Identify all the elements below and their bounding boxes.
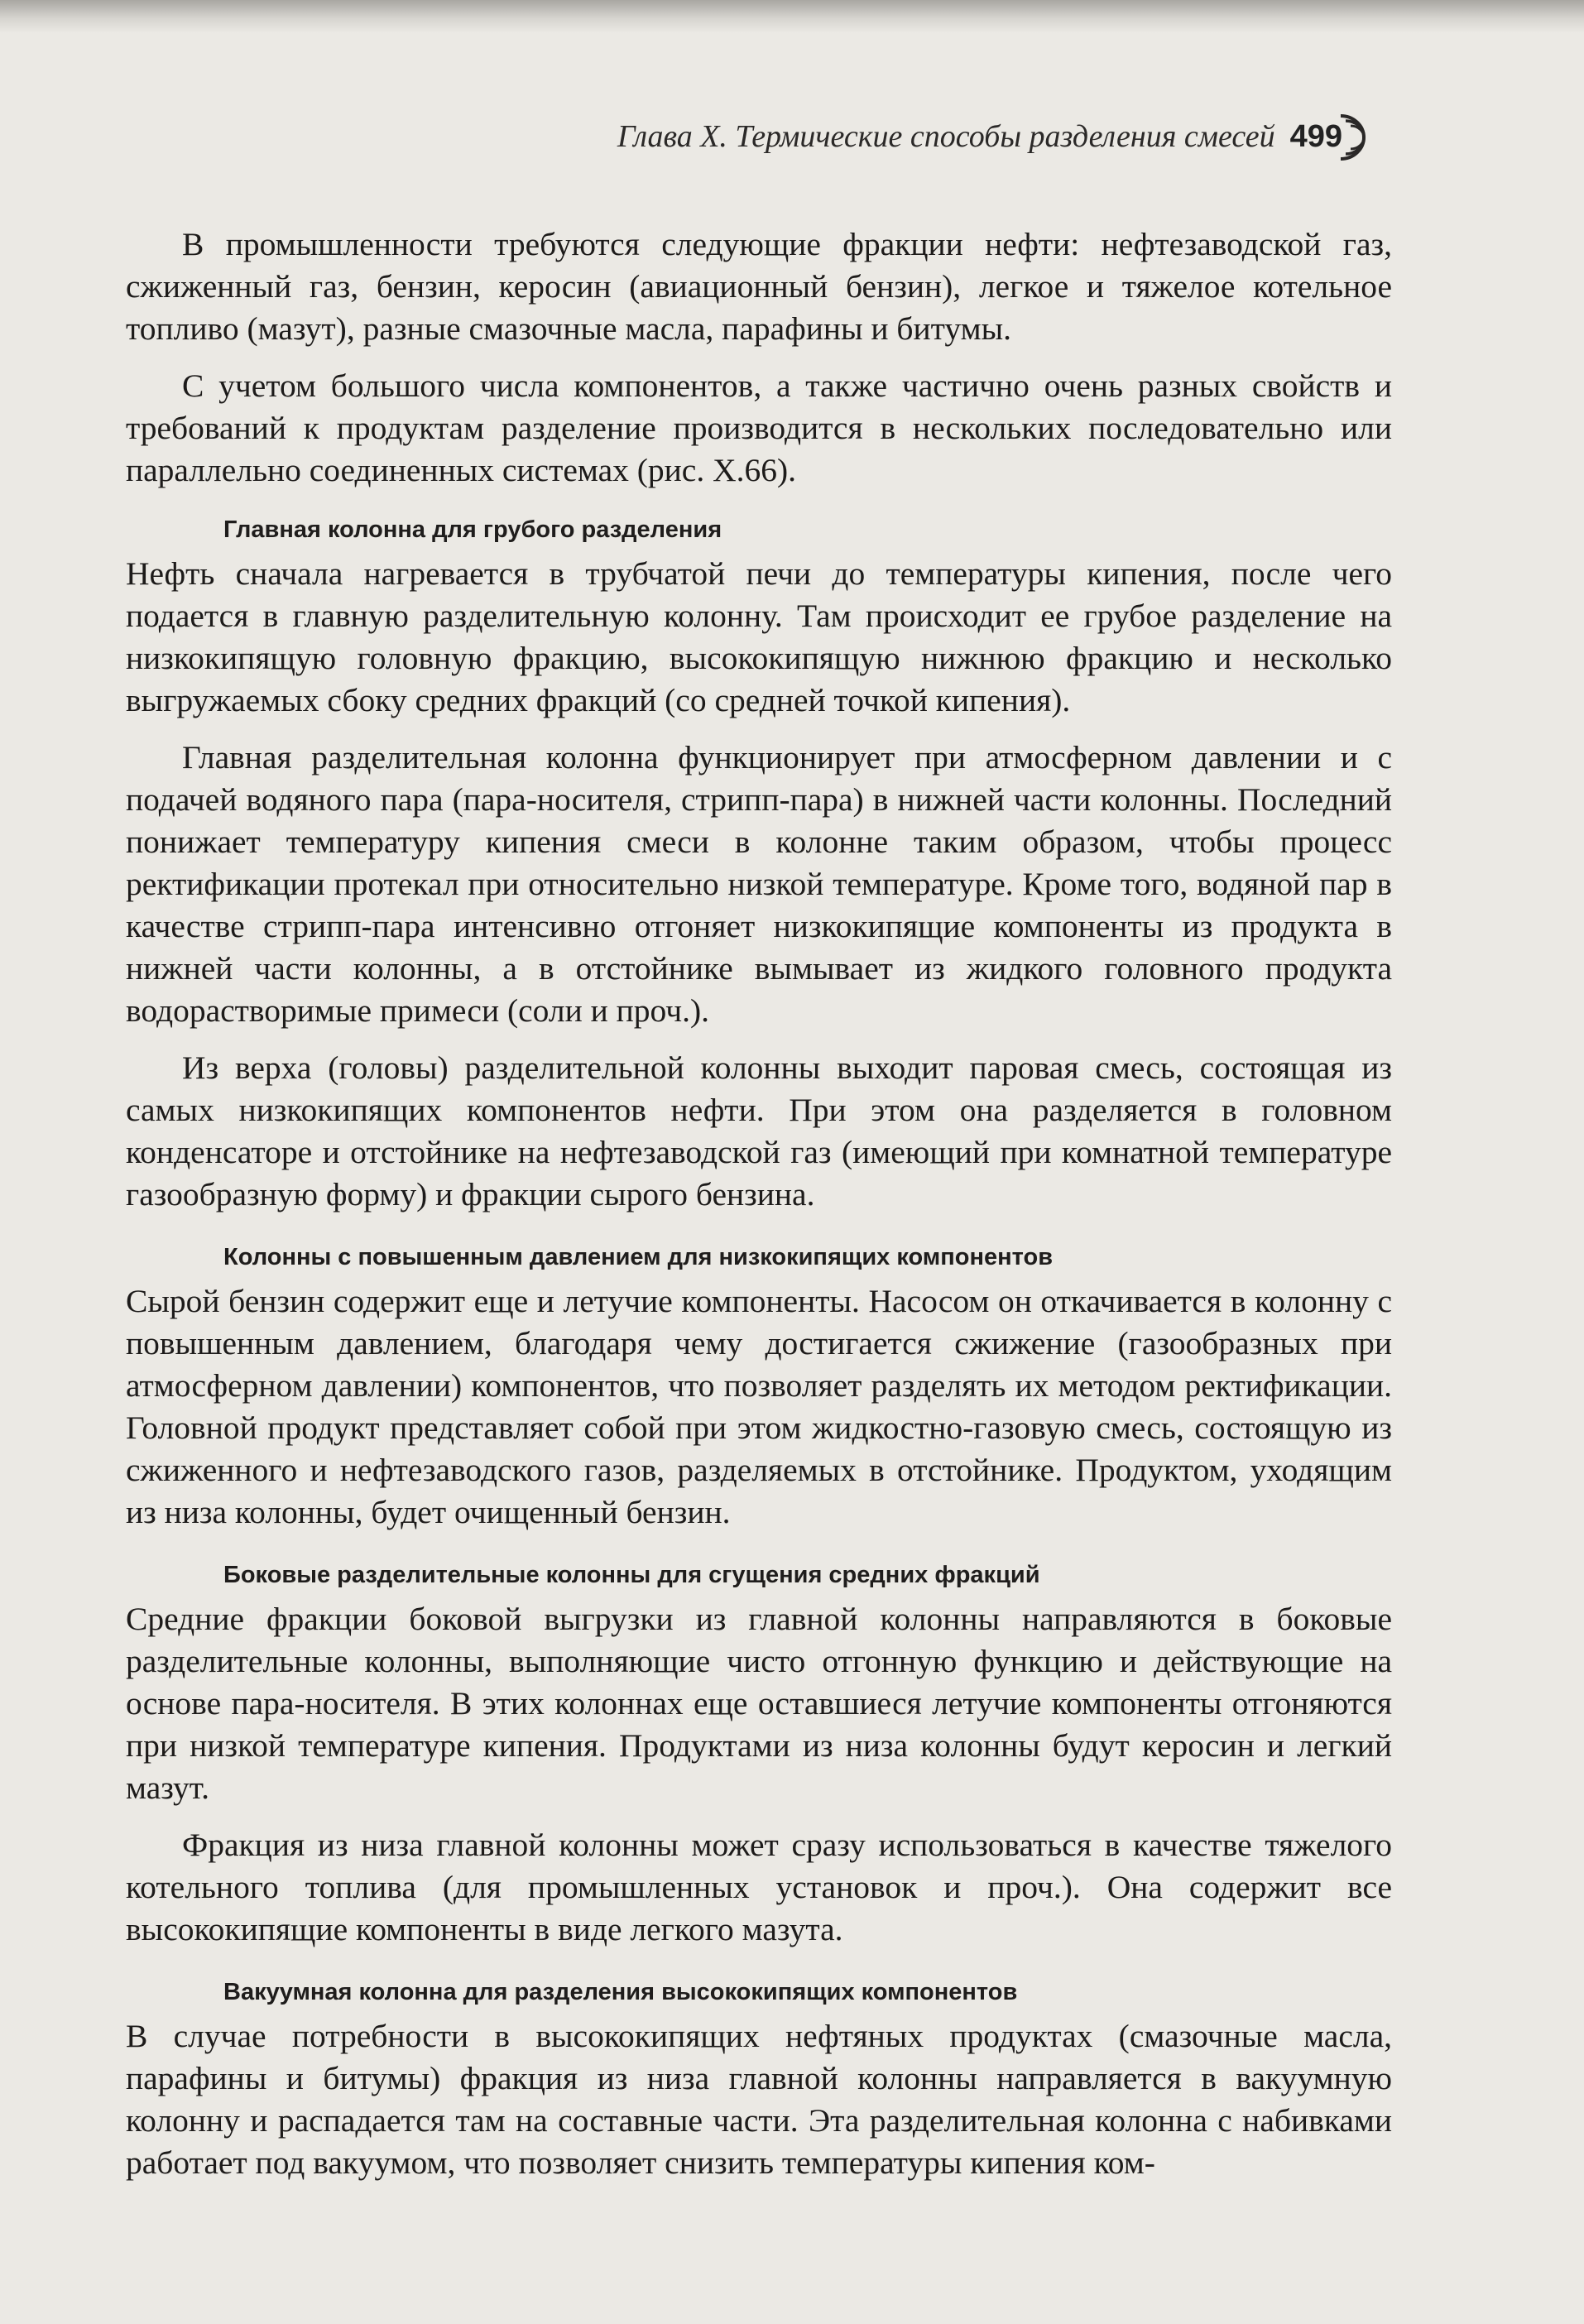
body-text [126,223,1392,2199]
paragraph: Фракция из низа главной колонны может сразу использоваться в качестве тяжелого котельного топлива (для промышленных установок и проч.). Она содержит все высококипящие компоненты в виде легкого мазута. [126,1827,1392,1947]
paragraph: Главная разделительная колонна функционирует при атмосферном давлении и с подачей водяного пара (пара-носителя, стрипп-пара) в нижней части колонны. Последний понижает температуру кипения смеси в колонне таким образом, чтобы процесс ректификации протекал при относительно низкой температуре. Кроме того, водяной пар в качестве стрипп-пара интенсивно отгоняет низкокипящие компоненты из продукта в нижней части колонны, а в отстойнике вымывает из жидкого головного продукта водорастворимые примеси (соли и проч.). [126,739,1392,1029]
page-swirl-icon [1334,108,1392,166]
paragraph: Средние фракции боковой выгрузки из главной колонны направляются в боковые разделительные колонны, выполняющие чисто отгонную функцию и действующие на основе пара-носителя. В этих колоннах еще оставшиеся летучие компоненты отгоняются при низкой температуре кипения. Продуктами из низа колонны будут керосин и легкий мазут. [126,1601,1392,1806]
paragraph: С учетом большого числа компонентов, а также частично очень разных свойств и требований к продуктам разделение производится в нескольких последовательно или параллельно соединенных системах (рис. X.66). [126,367,1392,488]
section-heading: Боковые разделительные колонны для сгущения средних фракций [223,1562,1040,1588]
running-header [617,108,1392,166]
paragraph: В промышленности требуются следующие фракции нефти: нефтезаводской газ, сжиженный газ, бензин, керосин (авиационный бензин), легкое и тяжелое котельное топливо (мазут), разные смазочные масла, парафины и битумы. [126,226,1392,347]
section-heading: Главная колонна для грубого разделения [223,516,722,543]
paragraph: Нефть сначала нагревается в трубчатой печи до температуры кипения, после чего подается в главную разделительную колонну. Там происходит ее грубое разделение на низкокипящую головную фракцию, высококипящую нижнюю фракцию и несколько выгружаемых сбоку средних фракций (со средней точкой кипения). [126,555,1392,718]
scan-top-edge-shadow [0,0,1584,33]
page-number: 499 [1289,118,1342,154]
paragraph: Сырой бензин содержит еще и летучие компоненты. Насосом он откачивается в колонну с повышенным давлением, благодаря чему достигается сжижение (газообразных при атмосферном давлении) компонентов, что позволяет разделять их методом ректификации. Головной продукт представляет собой при этом жидкостно-газовую смесь, состоящую из сжиженного и нефтезаводского газов, разделяемых в отстойнике. Продуктом, уходящим из низа колонны, будет очищенный бензин. [126,1283,1392,1530]
chapter-title: Глава X. Термические способы разделения смесей [617,119,1275,154]
paragraph: Из верха (головы) разделительной колонны выходит паровая смесь, состоящая из самых низкокипящих компонентов нефти. При этом она разделяется в головном конденсаторе и отстойнике на нефтезаводской газ (имеющий при комнатной температуре газообразную форму) и фракции сырого бензина. [126,1049,1392,1212]
section-heading: Вакуумная колонна для разделения высококипящих компонентов [223,1979,1018,2005]
section-heading: Колонны с повышенным давлением для низкокипящих компонентов [223,1244,1054,1270]
paragraph: В случае потребности в высококипящих нефтяных продуктах (смазочные масла, парафины и битумы) фракция из низа главной колонны направляется в вакуумную колонну и распадается там на составные части. Эта разделительная колонна с набивками работает под вакуумом, что позволяет снизить температуры кипения ком- [126,2018,1392,2181]
book-page [126,91,1392,2276]
